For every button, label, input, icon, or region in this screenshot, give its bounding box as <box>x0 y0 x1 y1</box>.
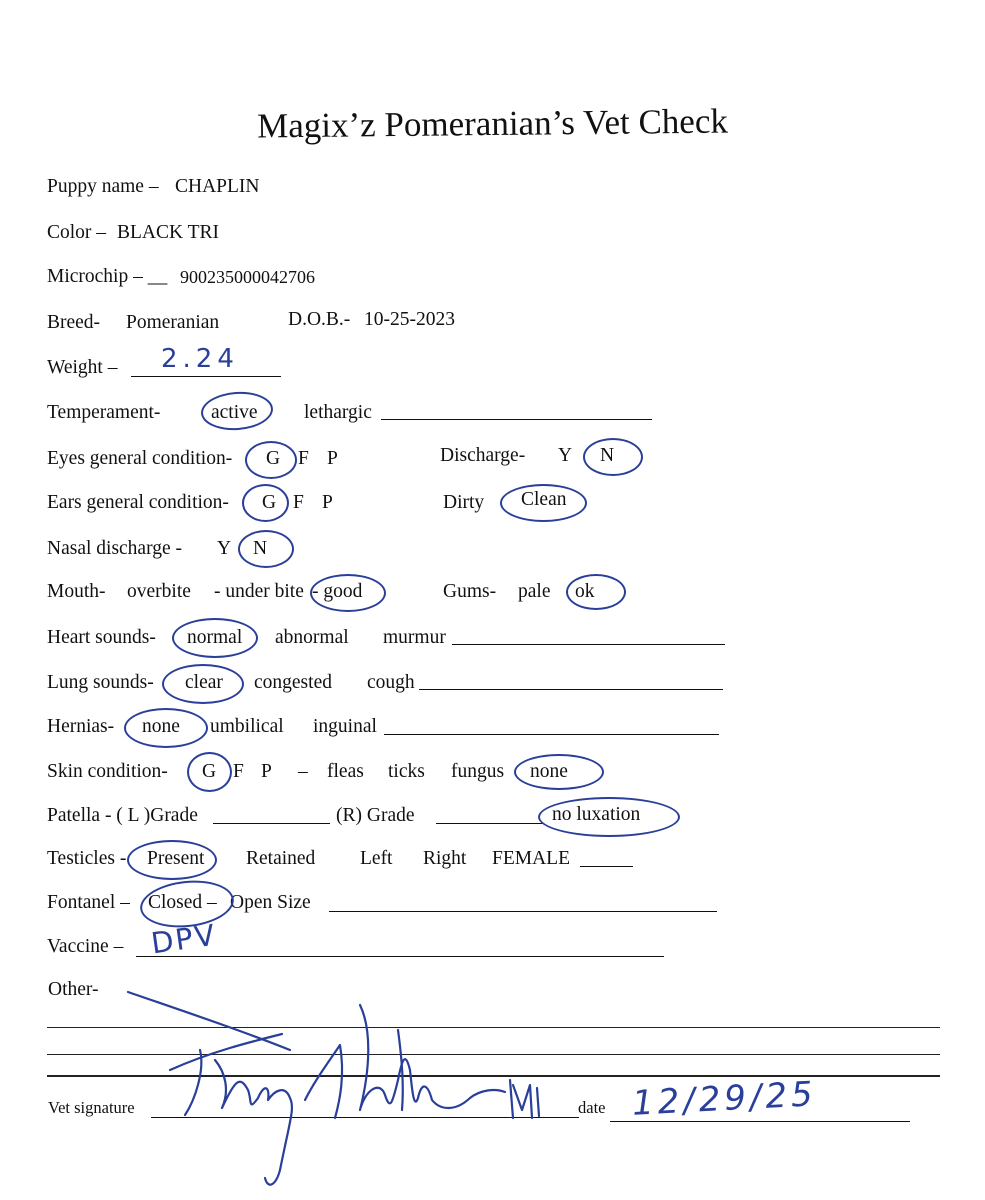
vaccine-label: Vaccine – <box>47 936 124 957</box>
breed-label: Breed- <box>47 312 101 333</box>
skin-option-p: P <box>261 761 272 782</box>
patella-left-label: Patella - ( L )Grade <box>47 805 198 826</box>
mouth-option-underbite: - under bite <box>214 581 304 602</box>
vaccine-value: DPV <box>148 917 219 961</box>
skin-option-fleas: fleas <box>327 761 364 782</box>
color-value: BLACK TRI <box>117 222 220 243</box>
ears-label: Ears general condition- <box>47 492 229 513</box>
ears-option-p: P <box>322 492 333 513</box>
color-label: Color – <box>47 222 107 243</box>
discharge-option-y: Y <box>558 445 573 466</box>
mouth-option-good: - good <box>312 581 363 602</box>
nasal-label: Nasal discharge - <box>47 538 183 559</box>
fontanel-open-size: Open Size <box>230 892 311 913</box>
ears-option-f: F <box>293 492 304 513</box>
ears-option-g: G <box>262 492 277 513</box>
gums-option-ok: ok <box>575 581 595 602</box>
eyes-option-p: P <box>327 448 338 469</box>
breed-value: Pomeranian <box>126 312 220 333</box>
gums-option-pale: pale <box>518 581 551 602</box>
skin-option-g: G <box>202 761 217 782</box>
testicles-option-left: Left <box>360 848 393 869</box>
temperament-option-lethargic: lethargic <box>304 402 372 423</box>
eyes-label: Eyes general condition- <box>47 448 233 469</box>
skin-option-none: none <box>530 761 568 782</box>
temperament-option-active: active <box>211 402 258 423</box>
heart-label: Heart sounds- <box>47 627 156 648</box>
heart-option-abnormal: abnormal <box>275 627 349 648</box>
fontanel-label: Fontanel – <box>47 892 130 913</box>
fontanel-closed: Closed – <box>148 892 217 913</box>
microchip-label: Microchip – __ <box>47 266 168 287</box>
hernias-option-inguinal: inguinal <box>313 716 377 737</box>
dirty-label: Dirty <box>443 492 485 513</box>
page-title: Magix’z Pomeranian’s Vet Check <box>256 101 729 146</box>
puppy-name-label: Puppy name – <box>47 176 159 197</box>
nasal-option-y: Y <box>217 538 232 559</box>
nasal-option-n: N <box>253 538 268 559</box>
lung-option-clear: clear <box>185 672 223 693</box>
eyes-option-f: F <box>298 448 309 469</box>
weight-value: 2.24 <box>161 344 239 374</box>
hernias-option-none: none <box>142 716 180 737</box>
testicles-label: Testicles - <box>47 848 127 869</box>
puppy-name-value: CHAPLIN <box>175 176 260 197</box>
temperament-label: Temperament- <box>47 402 161 423</box>
weight-label: Weight – <box>47 357 118 378</box>
hernias-option-umbilical: umbilical <box>210 716 284 737</box>
discharge-option-n: N <box>600 445 615 466</box>
patella-right-label: (R) Grade <box>336 805 415 826</box>
other-label: Other- <box>48 979 99 1000</box>
lung-label: Lung sounds- <box>47 672 154 693</box>
heart-option-normal: normal <box>187 627 243 648</box>
clean-label: Clean <box>521 489 567 510</box>
skin-option-f: F <box>233 761 244 782</box>
skin-option-ticks: ticks <box>388 761 425 782</box>
heart-option-murmur: murmur <box>383 627 446 648</box>
lung-option-congested: congested <box>254 672 332 693</box>
patella-note: no luxation <box>552 804 641 825</box>
date-value: 12/29/25 <box>631 1074 818 1124</box>
microchip-value: 900235000042706 <box>180 267 315 287</box>
mouth-option-overbite: overbite <box>127 581 191 602</box>
date-label: date <box>578 1098 606 1117</box>
skin-option-fungus: fungus <box>451 761 505 782</box>
skin-label: Skin condition- <box>47 761 168 782</box>
lung-option-cough: cough <box>367 672 415 693</box>
dob-label: D.O.B.- <box>288 309 351 330</box>
dob-value: 10-25-2023 <box>364 309 455 330</box>
skin-dash: – <box>298 761 308 782</box>
hernias-label: Hernias- <box>47 716 115 737</box>
gums-label: Gums- <box>443 581 497 602</box>
mouth-label: Mouth- <box>47 581 106 602</box>
discharge-label: Discharge- <box>440 445 526 466</box>
eyes-option-g: G <box>266 448 281 469</box>
testicles-option-present: Present <box>147 848 205 869</box>
testicles-option-retained: Retained <box>246 848 316 869</box>
testicles-option-female: FEMALE <box>492 848 570 869</box>
signature-label: Vet signature <box>48 1098 135 1117</box>
testicles-option-right: Right <box>423 848 467 869</box>
